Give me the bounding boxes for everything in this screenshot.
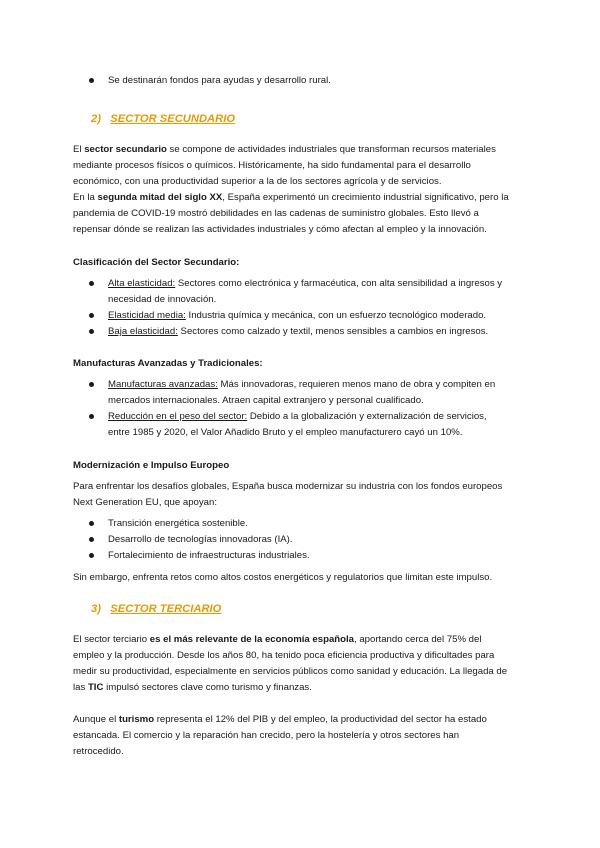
section-heading-terciario xyxy=(91,601,221,617)
section-heading-secundario xyxy=(91,111,235,127)
subheading-manufacturas: Manufacturas Avanzadas y Tradicionales: xyxy=(73,358,263,369)
text: impulsó sectores clave como turismo y finanzas. xyxy=(103,682,312,693)
bold-text: sector secundario xyxy=(84,144,167,155)
paragraph-line: pandemia de COVID-19 mostró debilidades en las cadenas de suministro globales. Esto llevó a xyxy=(73,208,479,219)
paragraph-line: repensar dónde se realizan las actividades industriales y cómo afectan al empleo y la innovación. xyxy=(73,224,487,235)
paragraph-line: Next Generation EU, que apoyan: xyxy=(73,497,217,508)
item-label: Reducción en el peso del sector: xyxy=(108,411,248,422)
paragraph-line: mediante procesos físicos o químicos. Históricamente, ha sido fundamental para el desarrollo xyxy=(73,160,471,171)
bullet-icon xyxy=(89,308,97,316)
list-item xyxy=(108,377,495,394)
bullet-icon xyxy=(89,516,97,524)
text: Aunque el xyxy=(73,714,119,725)
subheading-clasificacion: Clasificación del Sector Secundario: xyxy=(73,257,240,268)
list-item-continuation: mercados internacionales. Atraen capital extranjero y personal cualificado. xyxy=(108,395,424,406)
paragraph-line: Sin embargo, enfrenta retos como altos costos energéticos y regulatorios que limitan este impulso. xyxy=(73,572,493,583)
bullet-icon xyxy=(89,409,97,417)
text: , aportando cerca del 75% del xyxy=(354,634,482,645)
list-item: Desarrollo de tecnologías innovadoras (IA). xyxy=(108,534,293,545)
paragraph-line xyxy=(73,142,496,159)
item-text: Sectores como electrónica y farmacéutica, con alta sensibilidad a ingresos y xyxy=(175,278,503,289)
paragraph-line xyxy=(73,712,487,729)
paragraph-line: empleo y la producción. Desde los años 80, ha tenido poca eficiencia productiva y dificultades para xyxy=(73,650,495,661)
paragraph-line xyxy=(73,680,312,697)
bold-text: turismo xyxy=(118,714,155,725)
subheading-modernizacion: Modernización e Impulso Europeo xyxy=(73,460,230,471)
paragraph-line xyxy=(73,632,481,649)
bullet-icon xyxy=(89,532,97,540)
top-bullet-text: Se destinarán fondos para ayudas y desarrollo rural. xyxy=(108,75,331,86)
bullet-icon xyxy=(89,548,97,556)
text: , España experimentó un crecimiento industrial significativo, pero la xyxy=(222,192,509,203)
list-item xyxy=(108,276,502,293)
text: las xyxy=(73,682,88,693)
list-item: Fortalecimiento de infraestructuras industriales. xyxy=(108,550,310,561)
paragraph-line: retrocedido. xyxy=(73,746,124,757)
item-label: Manufacturas avanzadas: xyxy=(108,379,218,390)
bullet-icon xyxy=(89,73,97,81)
bold-text: es el más relevante de la economía española xyxy=(149,634,355,645)
item-label: Alta elasticidad: xyxy=(108,278,176,289)
item-text: Debido a la globalización y externalización de servicios, xyxy=(247,411,487,422)
bold-text: TIC xyxy=(87,682,104,693)
section-title: SECTOR SECUNDARIO xyxy=(110,113,236,125)
item-text: Industria química y mecánica, con un esfuerzo tecnológico moderado. xyxy=(185,310,487,321)
list-item: Transición energética sostenible. xyxy=(108,518,248,529)
section-title: SECTOR TERCIARIO xyxy=(110,603,222,615)
list-item-continuation: necesidad de innovación. xyxy=(108,294,217,305)
item-label: Elasticidad media: xyxy=(108,310,186,321)
paragraph-line: medir su productividad, especialmente en servicios públicos como sanidad y educación. La llegada de xyxy=(73,666,508,677)
text: El xyxy=(73,144,85,155)
item-text: Más innovadoras, requieren menos mano de obra y compiten en xyxy=(217,379,496,390)
list-item xyxy=(108,409,487,426)
item-text: Sectores como calzado y textil, menos sensibles a cambios en ingresos. xyxy=(177,326,489,337)
item-label: Baja elasticidad: xyxy=(108,326,178,337)
text: representa el 12% del PIB y del empleo, la productividad del sector ha estado xyxy=(154,714,487,725)
list-item-continuation: entre 1985 y 2020, el Valor Añadido Bruto y el empleo manufacturero cayó un 10%. xyxy=(108,427,463,438)
paragraph-line: Para enfrentar los desafíos globales, España busca modernizar su industria con los fondos europeos xyxy=(73,481,503,492)
section-number: 3) xyxy=(91,603,101,615)
paragraph-line xyxy=(73,190,509,207)
paragraph-line: económico, con una productividad superior a la de los sectores agrícola y de servicios. xyxy=(73,176,442,187)
list-item xyxy=(108,308,486,325)
text: El sector terciario xyxy=(73,634,150,645)
bold-text: segunda mitad del siglo XX xyxy=(97,192,223,203)
bullet-icon xyxy=(89,377,97,385)
text: se compone de actividades industriales que transforman recursos materiales xyxy=(166,144,496,155)
text: En la xyxy=(73,192,98,203)
section-number: 2) xyxy=(91,113,101,125)
bullet-icon xyxy=(89,324,97,332)
bullet-icon xyxy=(89,276,97,284)
list-item xyxy=(108,324,488,341)
paragraph-line: estancada. El comercio y la reparación han crecido, pero la hostelería y otros sectores han xyxy=(73,730,460,741)
